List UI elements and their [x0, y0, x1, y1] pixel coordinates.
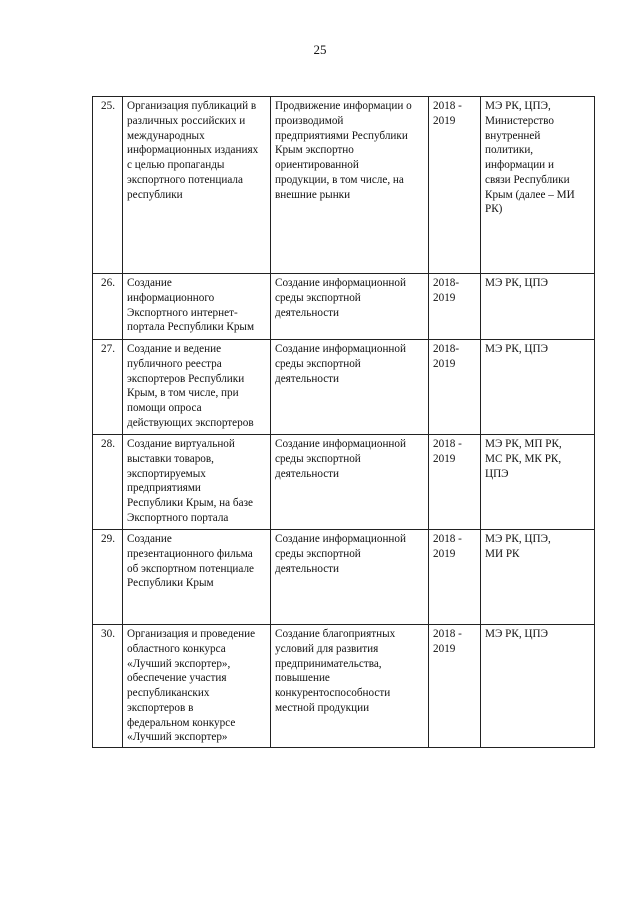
table-row	[93, 625, 595, 748]
responsible-cell	[481, 340, 595, 435]
activity-text: Создание презентационного фильма об экспортном потенциале Республики Крым	[127, 533, 255, 590]
activity-text: Организация публикаций в различных российских и международных информационных изданиях с целью пропаганды экспортного потенциала республики	[127, 100, 259, 201]
responsible-text: МЭ РК, ЦПЭ	[485, 343, 548, 355]
term-cell	[429, 340, 481, 435]
responsible-cell	[481, 530, 595, 625]
term-cell	[429, 274, 481, 340]
table-row	[93, 97, 595, 274]
goal-cell	[271, 625, 429, 748]
measures-table	[92, 96, 595, 748]
responsible-cell	[481, 435, 595, 530]
activity-cell	[123, 625, 271, 748]
goal-cell	[271, 97, 429, 274]
goal-cell	[271, 340, 429, 435]
term-text: 2018 - 2019	[433, 533, 462, 560]
row-number: 26.	[93, 274, 123, 340]
activity-cell	[123, 530, 271, 625]
goal-text: Продвижение информации о производимой предприятиями Республики Крым экспортно ориентированной продукции, в том числе, на внешние рынки	[275, 100, 412, 201]
responsible-text: МЭ РК, ЦПЭ	[485, 628, 548, 640]
row-number: 25.	[93, 97, 123, 274]
term-text: 2018- 2019	[433, 343, 460, 370]
term-text: 2018 - 2019	[433, 438, 462, 465]
page-number: 25	[313, 42, 327, 57]
table-row	[93, 530, 595, 625]
term-text: 2018 - 2019	[433, 100, 462, 127]
term-text: 2018 - 2019	[433, 628, 462, 655]
goal-cell	[271, 530, 429, 625]
activity-text: Организация и проведение областного конкурса «Лучший экспортер», обеспечение участия республиканских экспортеров в федеральном конкурсе «Лучший экспортер»	[127, 628, 256, 744]
responsible-cell	[481, 625, 595, 748]
term-cell	[429, 530, 481, 625]
responsible-text: МЭ РК, МП РК, МС РК, МК РК, ЦПЭ	[485, 438, 562, 480]
goal-text: Создание информационной среды экспортной деятельности	[275, 277, 406, 319]
table-row	[93, 274, 595, 340]
goal-text: Создание информационной среды экспортной деятельности	[275, 533, 406, 575]
activity-text: Создание и ведение публичного реестра экспортеров Республики Крым, в том числе, при помощи опроса действующих экспортеров	[127, 343, 254, 429]
goal-text: Создание информационной среды экспортной деятельности	[275, 343, 406, 385]
table-row	[93, 435, 595, 530]
table-row	[93, 340, 595, 435]
term-cell	[429, 625, 481, 748]
responsible-text: МЭ РК, ЦПЭ, Министерство внутренней политики, информации и связи Республики Крым (далее – МИ РК)	[485, 100, 575, 216]
responsible-text: МЭ РК, ЦПЭ, МИ РК	[485, 533, 551, 560]
term-cell	[429, 435, 481, 530]
activity-cell	[123, 97, 271, 274]
goal-cell	[271, 274, 429, 340]
row-number: 30.	[93, 625, 123, 748]
row-number: 28.	[93, 435, 123, 530]
term-cell	[429, 97, 481, 274]
goal-cell	[271, 435, 429, 530]
responsible-cell	[481, 274, 595, 340]
row-number: 29.	[93, 530, 123, 625]
activity-cell	[123, 340, 271, 435]
row-number: 27.	[93, 340, 123, 435]
activity-text: Создание виртуальной выставки товаров, экспортируемых предприятиями Республики Крым, на базе Экспортного портала	[127, 438, 253, 524]
term-text: 2018- 2019	[433, 277, 460, 304]
responsible-cell	[481, 97, 595, 274]
activity-cell	[123, 435, 271, 530]
goal-text: Создание благоприятных условий для развития предпринимательства, повышение конкурентоспособности местной продукции	[275, 628, 396, 714]
activity-cell	[123, 274, 271, 340]
responsible-text: МЭ РК, ЦПЭ	[485, 277, 548, 289]
goal-text: Создание информационной среды экспортной деятельности	[275, 438, 406, 480]
activity-text: Создание информационного Экспортного интернет- портала Республики Крым	[127, 277, 255, 334]
